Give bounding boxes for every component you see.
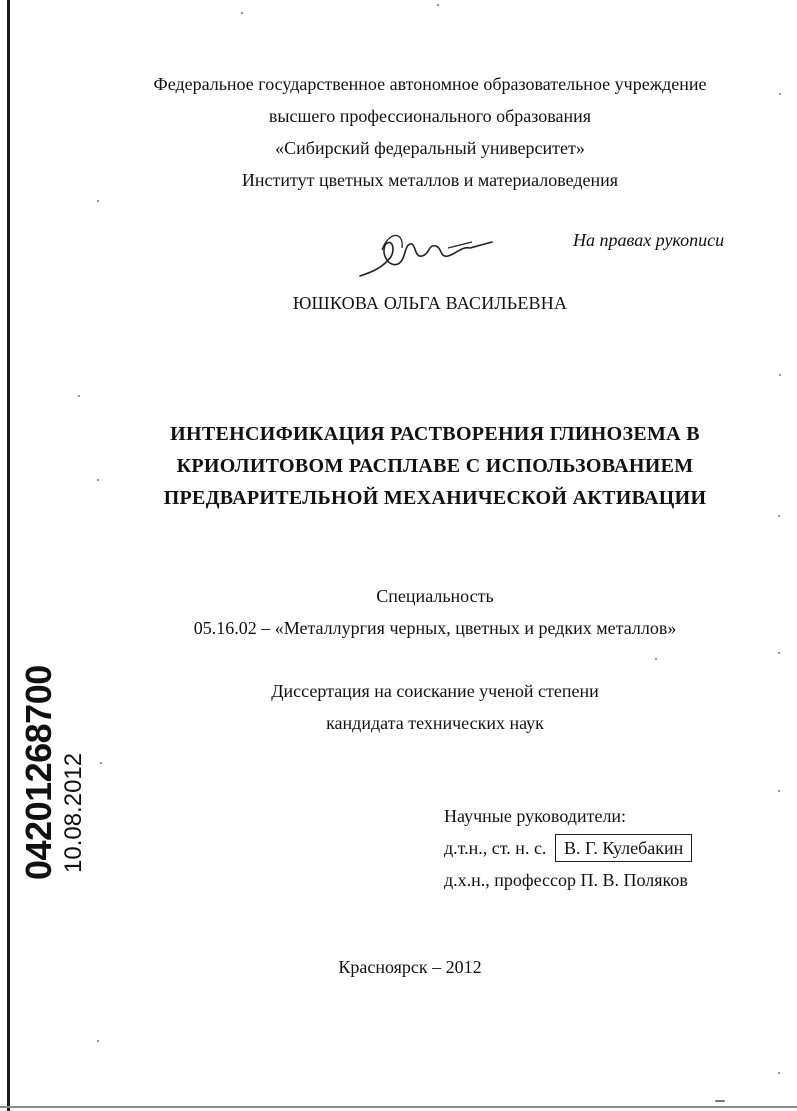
header-line-2: высшего профессионального образования: [268, 106, 592, 126]
library-stamp: [18, 660, 87, 880]
degree-line-2: кандидата технических наук: [326, 713, 544, 733]
stamp-date: 10.08.2012: [60, 752, 87, 873]
header-line-4: Институт цветных металлов и материаловедения: [241, 170, 619, 190]
city-year: Красноярск – 2012: [338, 957, 482, 977]
supervisors-heading: Научные руководители:: [444, 806, 627, 826]
signature-icon: [352, 228, 502, 288]
scan-speck: [78, 395, 80, 397]
scan-speck: [437, 4, 439, 6]
scan-speck: [97, 200, 99, 202]
scan-speck: [779, 93, 781, 95]
supervisor-2: д.х.н., профессор П. В. Поляков: [444, 870, 688, 890]
title-line-1: ИНТЕНСИФИКАЦИЯ РАСТВОРЕНИЯ ГЛИНОЗЕМА В: [170, 423, 700, 445]
title-line-2: КРИОЛИТОВОМ РАСПЛАВЕ С ИСПОЛЬЗОВАНИЕМ: [176, 455, 694, 477]
author-name: ЮШКОВА ОЛЬГА ВАСИЛЬЕВНА: [292, 293, 568, 313]
scan-speck: [715, 1100, 725, 1102]
scan-speck: [778, 790, 780, 792]
specialty-code: 05.16.02 – «Металлургия черных, цветных и редких металлов»: [193, 618, 677, 638]
specialty-label: Специальность: [376, 586, 494, 606]
supervisor-1-name: В. Г. Кулебакин: [555, 834, 692, 862]
specialty-block: [0, 580, 797, 644]
scan-speck: [97, 1040, 99, 1042]
scan-speck: [100, 762, 102, 764]
thesis-title: [0, 418, 797, 514]
scan-speck: [655, 658, 657, 660]
supervisors-block: [444, 800, 692, 896]
scan-bottom-edge: [0, 1106, 797, 1108]
scan-speck: [778, 652, 780, 654]
stamp-number: 04201268700: [18, 665, 59, 880]
scan-speck: [778, 515, 780, 517]
institution-header: [0, 68, 797, 196]
title-line-3: ПРЕДВАРИТЕЛЬНОЙ МЕХАНИЧЕСКОЙ АКТИВАЦИИ: [163, 487, 707, 509]
supervisor-1-degree: д.т.н., ст. н. с.: [444, 838, 547, 858]
scan-speck: [97, 479, 99, 481]
scan-speck: [778, 1072, 780, 1074]
degree-block: [0, 675, 797, 739]
supervisor-1: [444, 832, 692, 864]
scan-speck: [241, 12, 243, 14]
scan-speck: [779, 374, 781, 376]
manuscript-rights-note: На правах рукописи: [573, 230, 725, 250]
header-line-3: «Сибирский федеральный университет»: [275, 138, 585, 158]
degree-line-1: Диссертация на соискание ученой степени: [271, 681, 599, 701]
header-line-1: Федеральное государственное автономное образовательное учреждение: [153, 74, 707, 94]
